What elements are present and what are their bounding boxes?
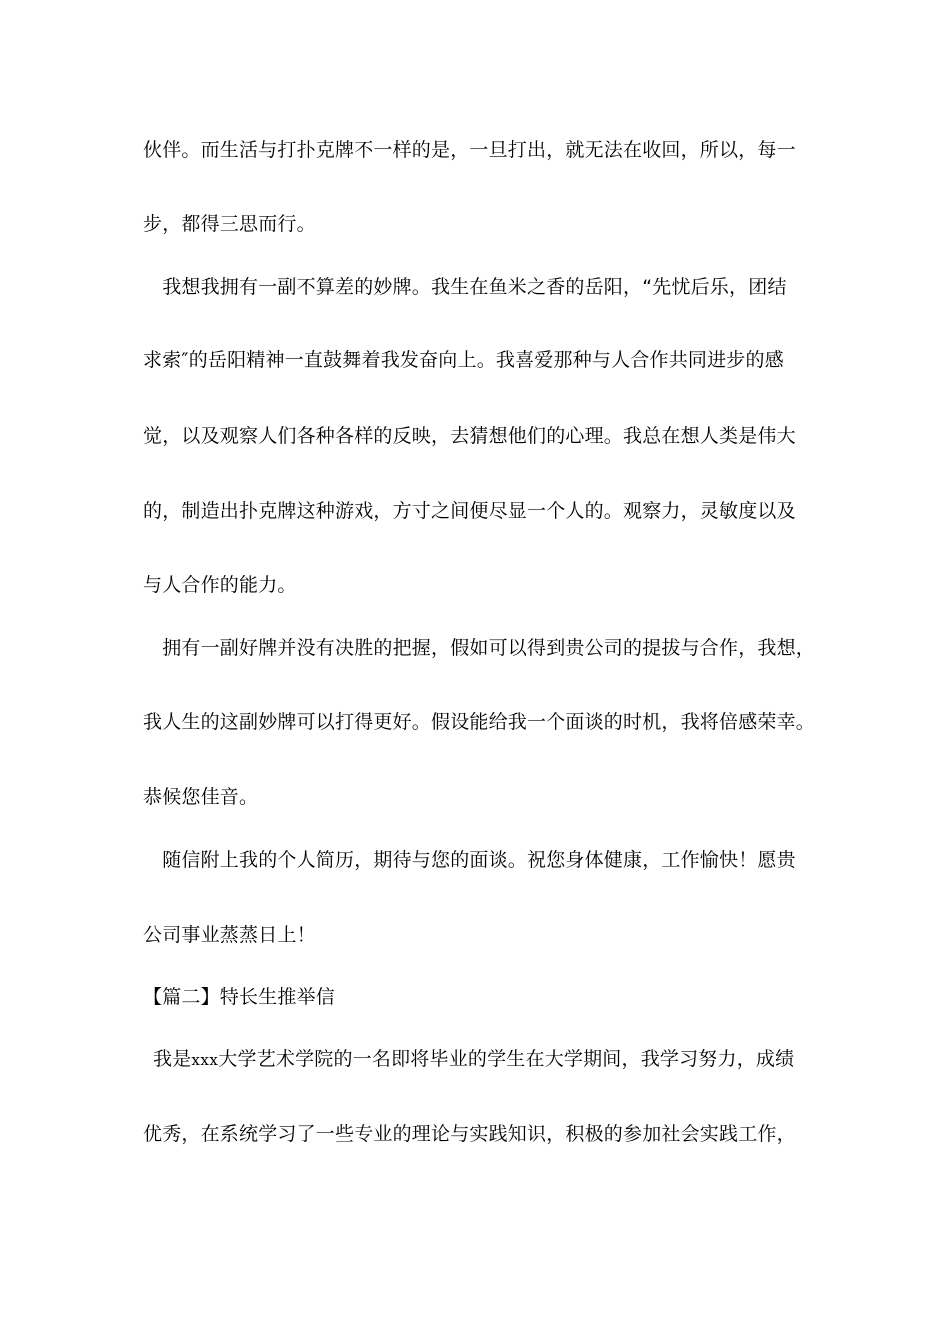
paragraph-line: 优秀，在系统学习了一些专业的理论与实践知识，积极的参加社会实践工作， xyxy=(143,1123,796,1145)
paragraph-line: 觉，以及观察人们各种各样的反映，去猜想他们的心理。我总在想人类是伟大 xyxy=(143,425,796,447)
paragraph-text-start: 我是 xyxy=(153,1048,192,1070)
section-heading: 【篇二】特长生推举信 xyxy=(143,986,336,1008)
paragraph-line: 我想我拥有一副不算差的妙牌。我生在鱼米之香的岳阳，“先忧后乐，团结 xyxy=(143,276,787,298)
paragraph-line: 求索″的岳阳精神一直鼓舞着我发奋向上。我喜爱那种与人合作共同进步的感 xyxy=(143,349,784,371)
paragraph-line: 公司事业蒸蒸日上！ xyxy=(143,924,316,946)
paragraph-line: 伙伴。而生活与打扑克牌不一样的是，一旦打出，就无法在收回，所以，每一 xyxy=(143,139,796,161)
paragraph-line: 与人合作的能力。 xyxy=(143,574,297,596)
paragraph-line: 我人生的这副妙牌可以打得更好。假设能给我一个面谈的时机，我将倍感荣幸。 xyxy=(143,711,816,733)
paragraph-line: 拥有一副好牌并没有决胜的把握，假如可以得到贵公司的提拔与合作，我想， xyxy=(143,637,816,659)
paragraph-line: 恭候您佳音。 xyxy=(143,786,259,808)
paragraph-text-rest: 大学艺术学院的一名即将毕业的学生在大学期间，我学习努力，成绩 xyxy=(218,1048,795,1070)
paragraph-line: 步，都得三思而行。 xyxy=(143,213,316,235)
paragraph-line xyxy=(153,1045,823,1074)
paragraph-line: 的，制造出扑克牌这种游戏，方寸之间便尽显一个人的。观察力，灵敏度以及 xyxy=(143,500,796,522)
placeholder-text: xxx xyxy=(191,1051,219,1069)
paragraph-line: 随信附上我的个人简历，期待与您的面谈。祝您身体健康，工作愉快！愿贵 xyxy=(143,849,796,871)
